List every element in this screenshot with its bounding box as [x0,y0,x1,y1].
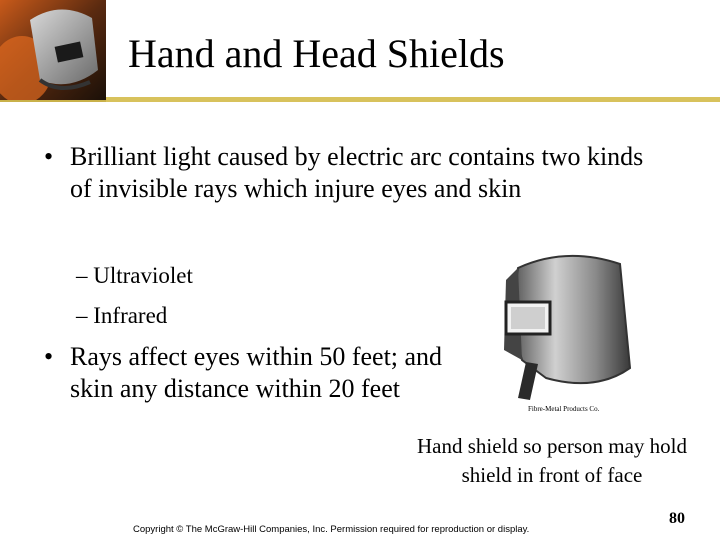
copyright-notice: Copyright © The McGraw-Hill Companies, Inc. Permission required for reproduction or display. [133,524,530,535]
header-rule [106,97,720,102]
figure-caption [392,432,712,490]
bullet-2 [44,341,490,405]
sub-bullet-ultraviolet: – Ultraviolet [76,263,193,288]
slide-title: Hand and Head Shields [128,31,505,76]
sub-bullet-infrared: – Infrared [76,303,168,328]
image-credit: Fibre-Metal Products Co. [528,405,600,413]
bullet-1 [44,141,670,205]
header-rule-left [0,100,106,102]
page-number: 80 [669,510,685,527]
caption-line-1: Hand shield so person may hold [416,434,688,458]
welder-photo-icon [0,0,106,100]
bullet-dot: • [44,142,54,171]
caption-line-2: shield in front of face [461,463,643,487]
bullet-dot: • [44,342,54,371]
bullet-1-text: Brilliant light caused by electric arc contains two kinds of invisible rays which injure eyes and skin [70,142,644,203]
hand-shield-icon [496,250,636,415]
bullet-2-text: Rays affect eyes within 50 feet; and skin any distance within 20 feet [70,342,443,403]
